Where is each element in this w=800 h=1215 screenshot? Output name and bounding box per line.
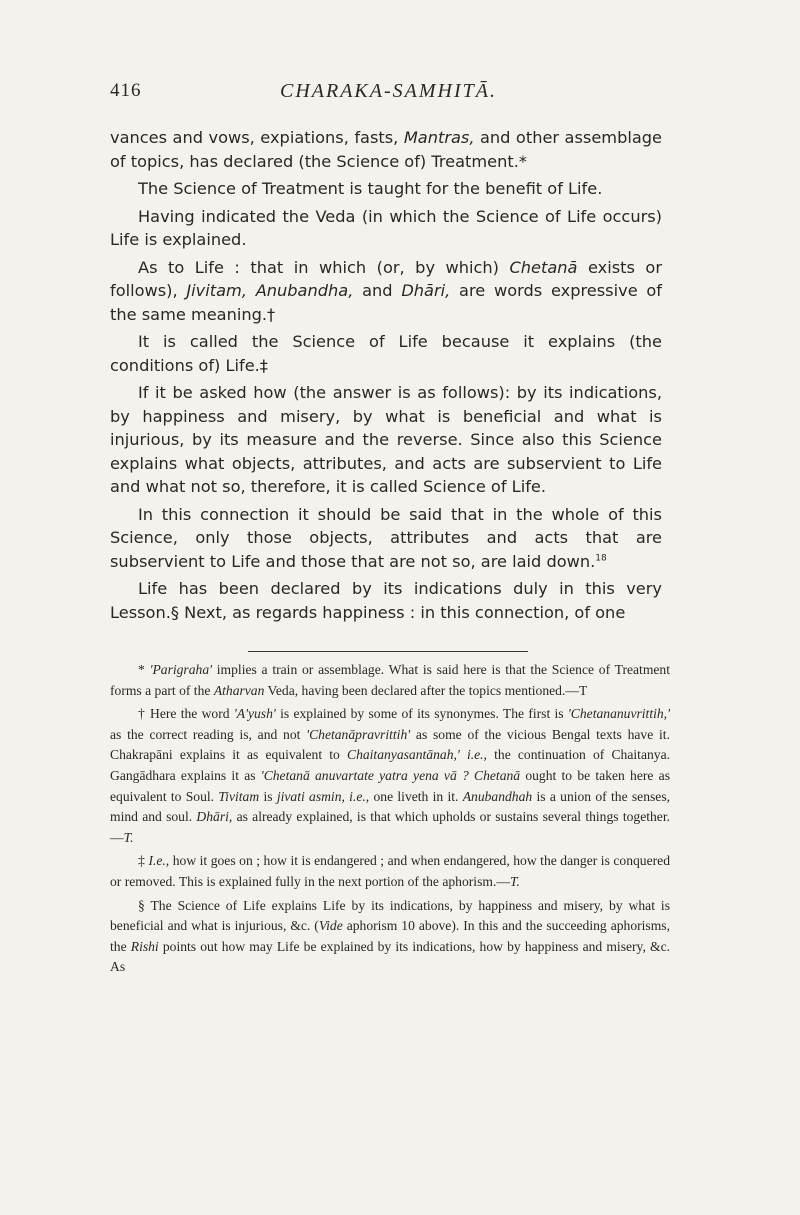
paragraph-5: It is called the Science of Life because it explains (the conditions of) Life.‡	[110, 332, 662, 375]
footnote-dagger: † Here the word 'A'yush' is explained by some of its synonymes. The first is 'Chetananuvrittih,' as the correct reading is, and not 'Chetanāpravrittih' as some of the vicious Bengal texts have it. Chakrapāni explains it as equivalent to Chaitanyasantānah,' i.e., the continuation of Chaitanya. Gangādhara explains it as 'Chetanā anuvartate yatra yena vā ? Chetanā ought to be taken here as equivalent to Soul. Tivitam is jivati asmin, i.e., one liveth in it. Anubandhah is a union of the senses, mind and soul. Dhāri, as already explained, is that which upholds or sustains several things together.—T.	[110, 706, 671, 845]
main-text	[110, 126, 662, 628]
footnote-asterisk: * 'Parigraha' implies a train or assemblage. What is said here is that the Science of Treatment forms a part of the Atharvan Veda, having been declared after the topics mentioned.—T	[110, 662, 671, 698]
footnote-divider	[248, 651, 528, 652]
paragraph-3: Having indicated the Veda (in which the Science of Life occurs) Life is explained.	[110, 206, 662, 249]
running-title: CHARAKA-SAMHITĀ.	[280, 80, 497, 102]
footnote-ref-18: 18	[595, 553, 607, 564]
page-number: 416	[110, 80, 142, 101]
paragraph-4: As to Life : that in which (or, by which) Chetanā exists or follows), Jivitam, Anubandha, and Dhāri, are words expressive of the same meaning.†	[110, 257, 663, 324]
footnote-double-dagger: ‡ I.e., how it goes on ; how it is endangered ; and when endangered, how the danger is conquered or removed. This is explained fully in the next portion of the aphorism.—T.	[110, 853, 670, 889]
paragraph-7: In this connection it should be said that in the whole of this Science, only those objects, attributes and acts that are subservient to Life and those that are not so, are laid down.$^{18}$	[110, 504, 662, 571]
footnote-section: § The Science of Life explains Life by its indications, by happiness and misery, by what is beneficial and what is injurious, &c. (Vide aphorism 10 above). In this and the succeeding aphorisms, the Rishi points out how may Life be explained by its indications, how by happiness and misery, &c. As	[110, 897, 671, 975]
footnotes	[110, 660, 670, 978]
paragraph-1: vances and vows, expiations, fasts, Mantras, and other assemblage of topics, has declared (the Science of) Treatment.*	[110, 128, 663, 171]
paragraph-2: The Science of Treatment is taught for the benefit of Life.	[138, 179, 603, 198]
paragraph-8: Life has been declared by its indications duly in this very Lesson.§ Next, as regards happiness : in this connection, of one	[110, 579, 662, 622]
paragraph-6: If it be asked how (the answer is as follows): by its indications, by happiness and misery, by what is beneficial and what is injurious, by its measure and the reverse. Since also this Science explains what objects, attributes, and acts are subservient to Life and what not so, therefore, it is called Science of Life.	[110, 383, 662, 496]
page-header	[110, 80, 670, 110]
